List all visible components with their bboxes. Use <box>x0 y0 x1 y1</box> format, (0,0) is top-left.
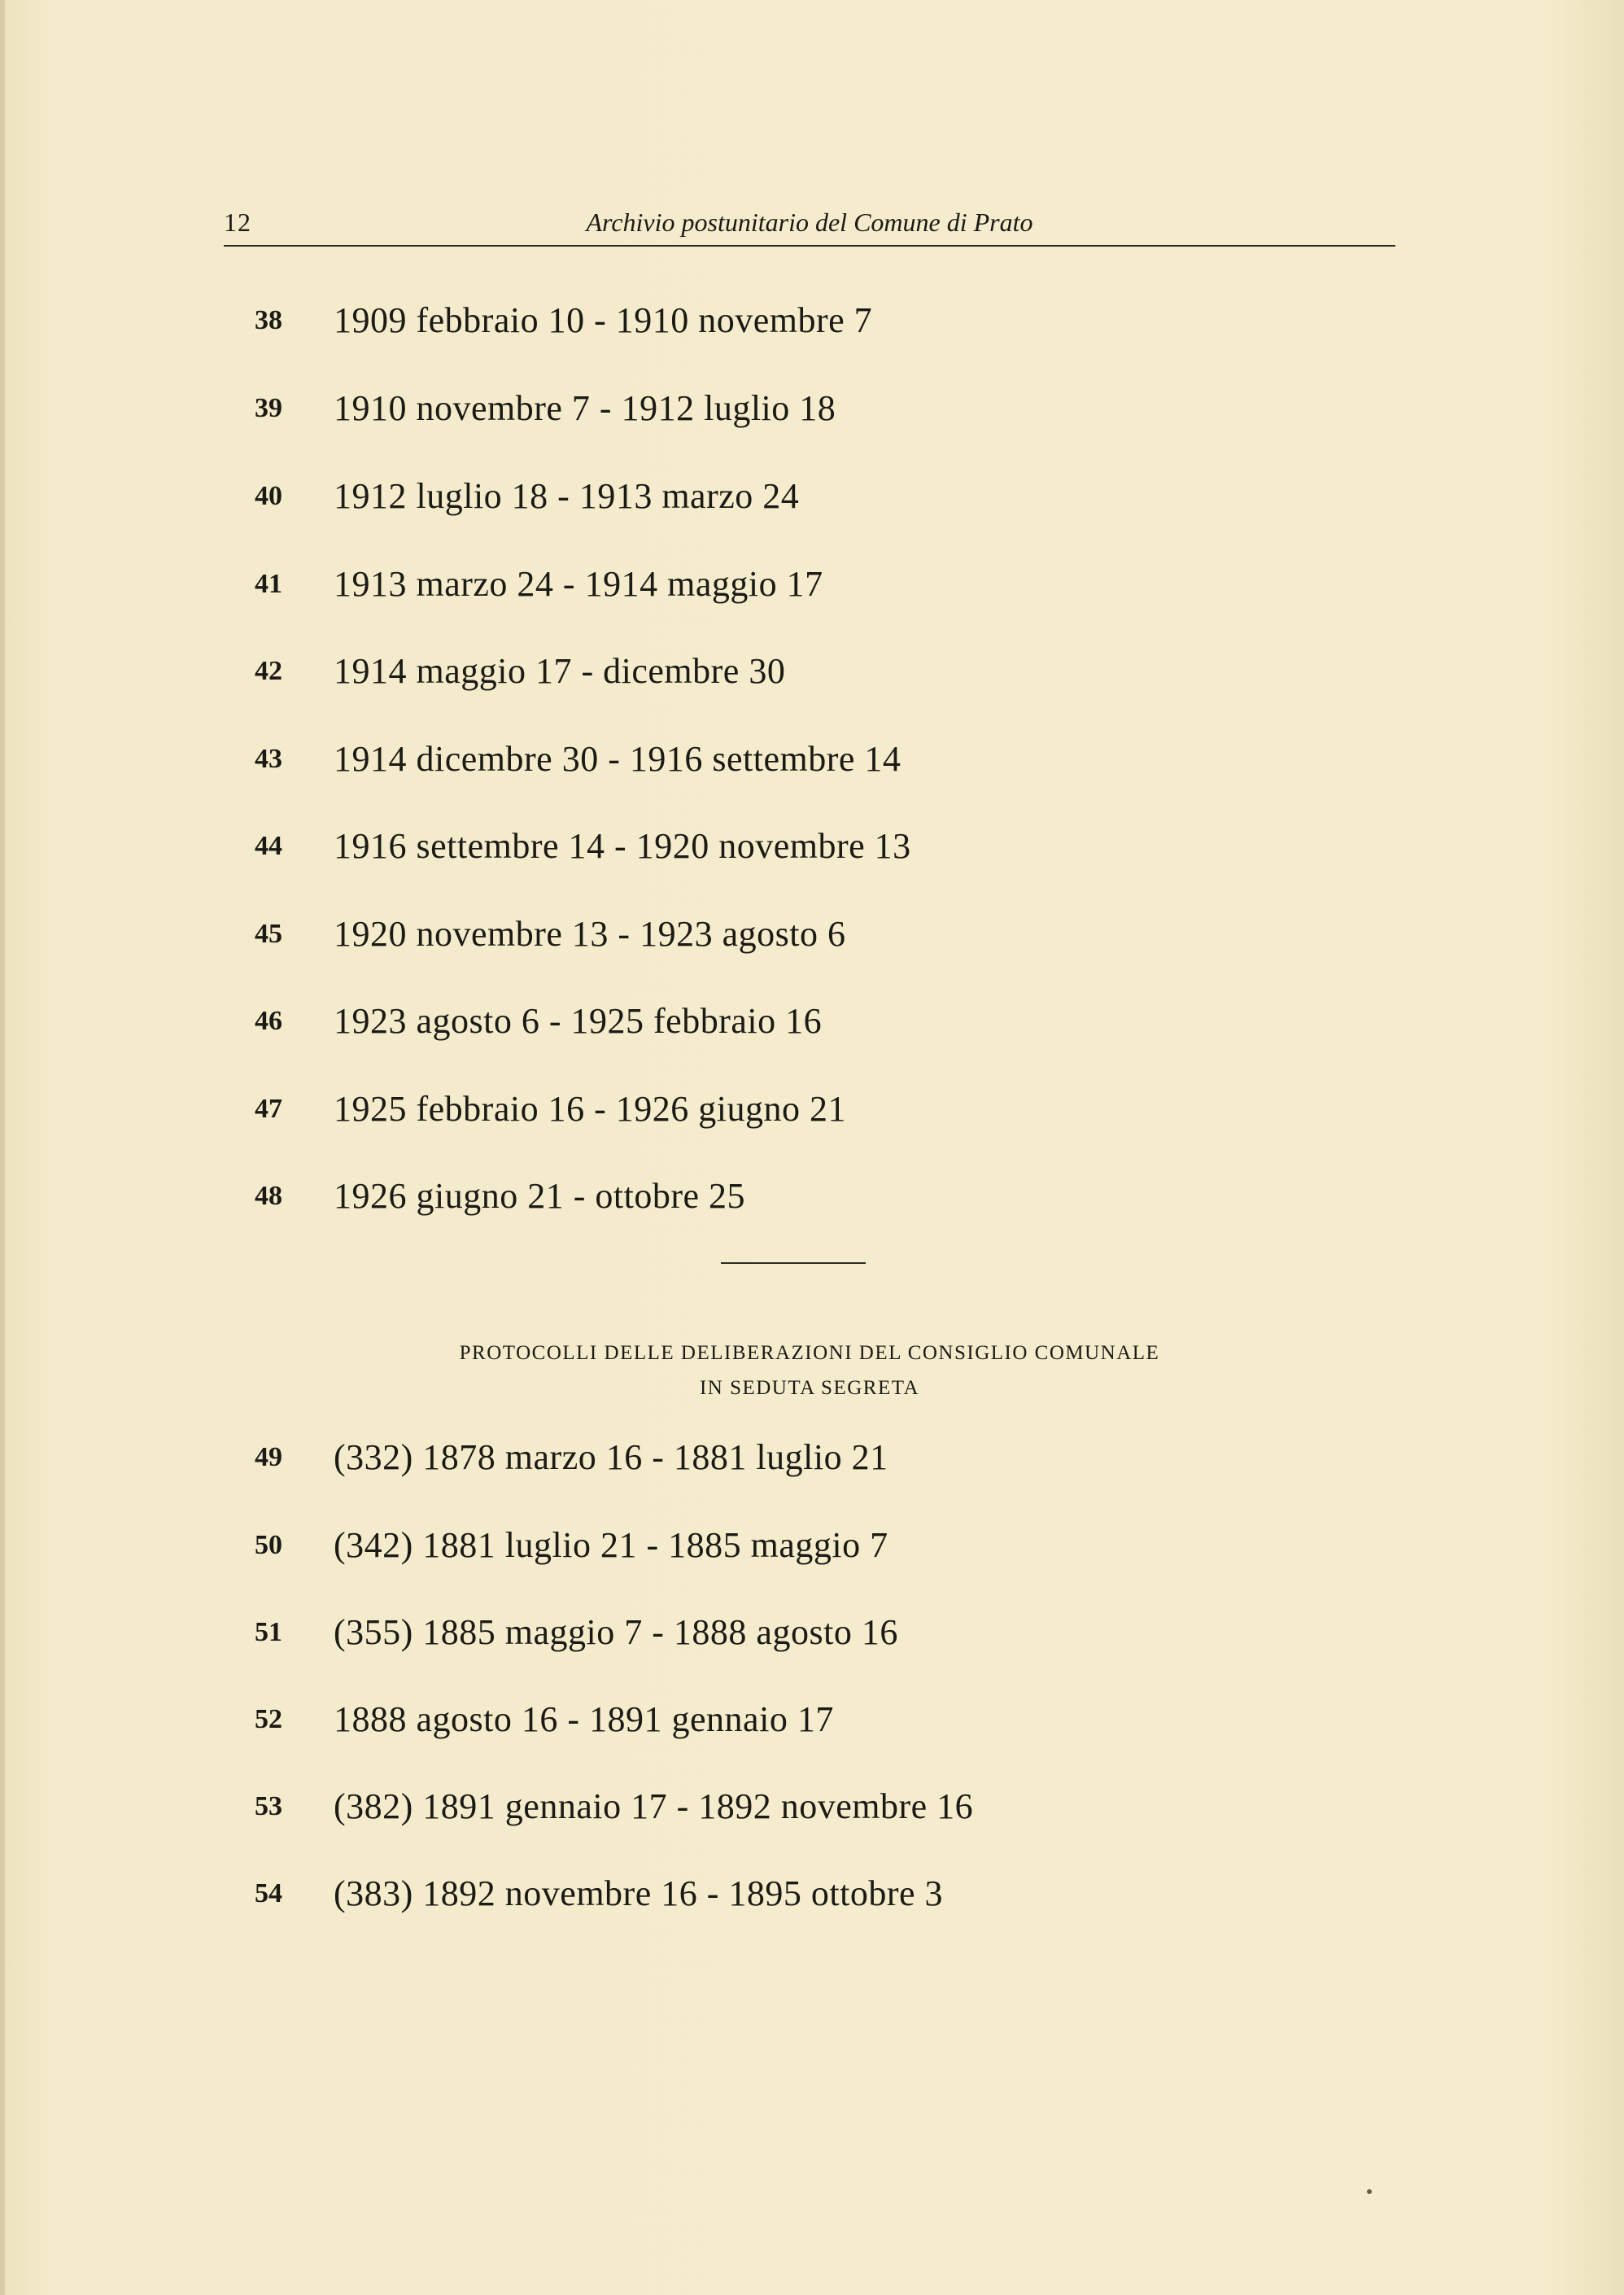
entry-number: 53 <box>255 1791 282 1821</box>
page-header <box>224 208 1395 244</box>
entry-number: 50 <box>255 1530 282 1560</box>
running-title: Archivio postunitario del Comune di Prato <box>586 208 1033 237</box>
entry-number: 40 <box>255 481 282 511</box>
entry-number: 45 <box>255 919 282 949</box>
entry-date-range: 1916 settembre 14 - 1920 novembre 13 <box>334 826 911 866</box>
page-left-edge <box>0 0 5 2295</box>
entry-number: 48 <box>255 1181 282 1211</box>
entry-date-range: (355) 1885 maggio 7 - 1888 agosto 16 <box>334 1612 898 1652</box>
entry-number: 47 <box>255 1094 282 1124</box>
entry-date-range: 1923 agosto 6 - 1925 febbraio 16 <box>334 1001 823 1041</box>
entry-number: 41 <box>255 569 282 599</box>
entry-number: 39 <box>255 393 282 423</box>
entry-date-range: 1909 febbraio 10 - 1910 novembre 7 <box>334 300 873 340</box>
header-rule <box>224 245 1395 247</box>
entry-date-range: 1910 novembre 7 - 1912 luglio 18 <box>334 388 836 428</box>
entry-number: 52 <box>255 1704 282 1734</box>
entry-number: 51 <box>255 1617 282 1647</box>
entry-date-range: (332) 1878 marzo 16 - 1881 luglio 21 <box>334 1437 888 1477</box>
entry-number: 46 <box>255 1006 282 1036</box>
entry-number: 42 <box>255 656 282 686</box>
paper-speck <box>1367 2189 1372 2194</box>
section-divider <box>721 1262 866 1264</box>
entry-date-range: 1912 luglio 18 - 1913 marzo 24 <box>334 476 800 516</box>
section-heading-line2: IN SEDUTA SEGRETA <box>699 1377 920 1399</box>
entry-date-range: (382) 1891 gennaio 17 - 1892 novembre 16 <box>334 1786 974 1826</box>
entry-date-range: 1925 febbraio 16 - 1926 giugno 21 <box>334 1089 846 1129</box>
entry-date-range: 1913 marzo 24 - 1914 maggio 17 <box>334 564 823 604</box>
entry-number: 49 <box>255 1442 282 1472</box>
entry-date-range: 1888 agosto 16 - 1891 gennaio 17 <box>334 1699 834 1739</box>
entry-date-range: 1914 dicembre 30 - 1916 settembre 14 <box>334 739 901 779</box>
section-heading-line1: PROTOCOLLI DELLE DELIBERAZIONI DEL CONSIGLIO COMUNALE <box>459 1342 1160 1364</box>
entry-number: 38 <box>255 305 282 335</box>
entry-number: 44 <box>255 831 282 861</box>
entry-date-range: 1920 novembre 13 - 1923 agosto 6 <box>334 914 846 954</box>
entry-date-range: 1914 maggio 17 - dicembre 30 <box>334 651 786 691</box>
entry-number: 43 <box>255 744 282 774</box>
entry-number: 54 <box>255 1878 282 1908</box>
page-number: 12 <box>224 208 251 237</box>
entry-date-range: 1926 giugno 21 - ottobre 25 <box>334 1176 746 1216</box>
entry-date-range: (383) 1892 novembre 16 - 1895 ottobre 3 <box>334 1873 944 1913</box>
entry-date-range: (342) 1881 luglio 21 - 1885 maggio 7 <box>334 1525 888 1565</box>
